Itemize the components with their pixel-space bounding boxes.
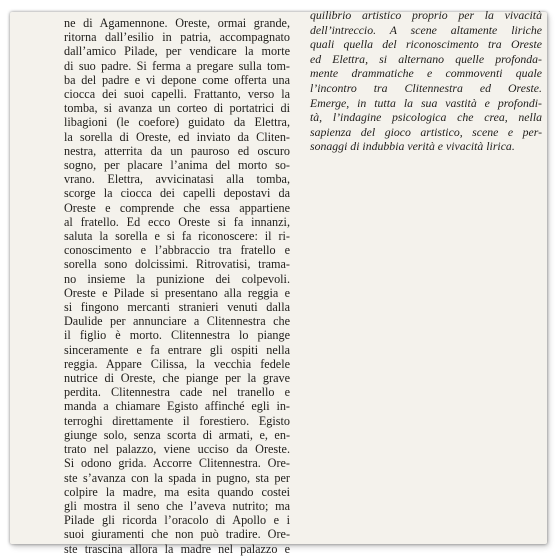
text-line: gli mostra il seno che l’aveva nutrito; ma	[64, 498, 290, 513]
text-line: terroghi direttamente il forestiero. Egisto	[64, 413, 290, 428]
text-line: Si odono grida. Accorre Clitennestra. Ore-	[64, 456, 290, 471]
text-line: manda a chiamare Egisto affinché egli in-	[64, 399, 290, 414]
text-line: Oreste e Pilade si presentano alla reggia e	[64, 285, 290, 300]
text-line: sapienza del gioco artistico, scene e per-	[310, 124, 542, 139]
text-line: giunge solo, senza scorta di armati, e, en-	[64, 427, 290, 442]
text-line: reggia. Appare Cilissa, la vecchia fedele	[64, 356, 290, 371]
text-line: ed Elettra, si alternano quelle profonda-	[310, 51, 542, 66]
text-line: l’incontro tra Clitennestra ed Oreste.	[310, 80, 542, 95]
text-line: Daulide per annunciare a Clitennestra che	[64, 314, 290, 329]
text-line: sinceramente e fa entrare gli ospiti nella	[64, 342, 290, 357]
book-page	[10, 8, 547, 556]
text-line: mente drammatiche e commoventi quale	[310, 66, 542, 81]
text-line: ciocca dei suoi capelli. Frattanto, verso la	[64, 87, 290, 102]
right-text-column	[310, 8, 542, 154]
text-line: sogno, per placare l’anima del morto so-	[64, 158, 290, 173]
text-line: ste trascina allora la madre nel palazzo e	[64, 541, 290, 556]
text-line: sonaggi di indubbia verità e vivacità lirica.	[310, 139, 515, 154]
text-line: nutrice di Oreste, che piange per la grave	[64, 371, 290, 386]
text-line: dell’intreccio. A scene altamente liriche	[310, 22, 542, 37]
text-line: colpire la madre, ma esita quando costei	[64, 484, 290, 499]
text-line: tomba, si avanza un corteo di portatrici di	[64, 101, 290, 116]
text-line: al fratello. Ed ecco Oreste si fa innanzi,	[64, 214, 290, 229]
text-line: libagioni (le coefore) guidato da Elettra,	[64, 115, 290, 130]
text-line: saluta la sorella e si fa riconoscere: il ri-	[64, 229, 290, 244]
text-line: quali quella del riconoscimento tra Oreste	[310, 37, 542, 52]
text-line: perdita. Clitennestra cade nel tranello e	[64, 385, 290, 400]
text-line: ba del padre e vi depone come offerta una	[64, 72, 290, 87]
text-line: il figlio è morto. Clitennestra lo piange	[64, 328, 290, 343]
text-line: di suo padre. Si ferma a pregare sulla tom-	[64, 58, 290, 73]
text-line: ritorna dall’esilio in patria, accompagnato	[64, 30, 290, 45]
left-text-column	[64, 16, 290, 556]
text-line: Pilade gli ricorda l’oracolo di Apollo e i	[64, 513, 290, 528]
text-line: no insieme la punizione dei colpevoli.	[64, 271, 290, 286]
text-line: sorella sono dolcissimi. Ritrovatisi, trama-	[64, 257, 290, 272]
text-line: ne di Agamennone. Oreste, ormai grande,	[64, 16, 290, 30]
text-line: suoi giuramenti che non può tradire. Ore-	[64, 527, 290, 542]
text-line: si fingono mercanti stranieri venuti dalla	[64, 300, 290, 315]
text-line: tà, l’indagine psicologica che crea, nella	[310, 110, 542, 125]
text-line: scorge la ciocca dei capelli depostavi da	[64, 186, 290, 201]
text-line: ste s’avanza con la spada in pugno, sta per	[64, 470, 290, 485]
text-line: dall’amico Pilade, per vendicare la morte	[64, 44, 290, 59]
text-line: Emerge, in tutta la sua vastità e profondi-	[310, 95, 542, 110]
text-line: trato nel palazzo, viene ucciso da Oreste.	[64, 442, 290, 457]
text-line: conoscimento e l’abbraccio tra fratello e	[64, 243, 290, 258]
text-line: vrano. Elettra, avvicinatasi alla tomba,	[64, 172, 290, 187]
text-line: nestra, atterrita da un pauroso ed oscuro	[64, 143, 290, 158]
text-line: quilibrio artistico proprio per la vivacità	[310, 8, 542, 22]
text-line: Oreste e comprende che essa appartiene	[64, 200, 290, 215]
text-line: la sorella di Oreste, ed inviato da Cliten-	[64, 129, 290, 144]
